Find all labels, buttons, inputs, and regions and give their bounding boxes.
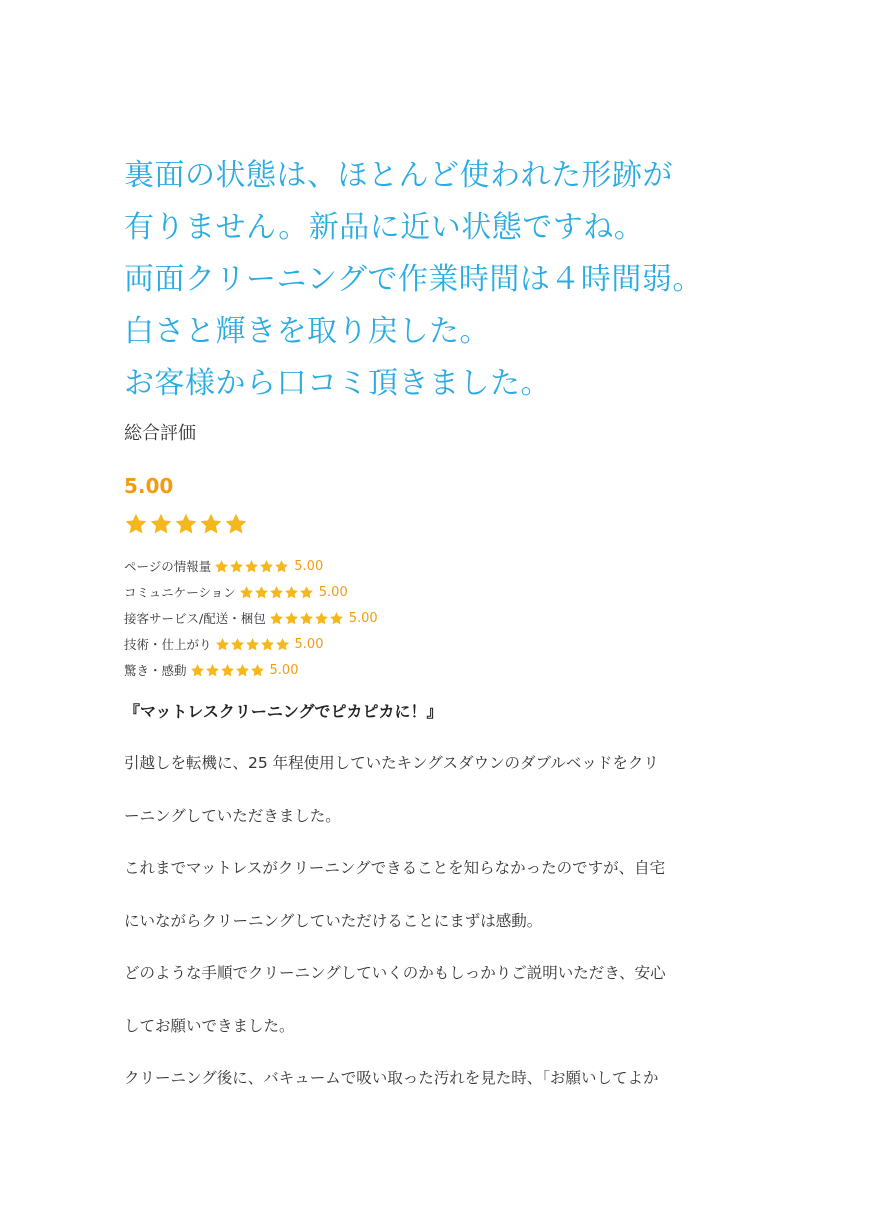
review-line: してお願いできました。 bbox=[124, 1016, 295, 1035]
rating-label: 驚き・感動 bbox=[124, 663, 187, 678]
star-icon bbox=[229, 559, 244, 574]
star-icon bbox=[314, 611, 329, 626]
star-icon bbox=[199, 512, 223, 536]
rating-label: 接客サービス/配送・梱包 bbox=[124, 611, 266, 626]
star-icon bbox=[235, 663, 250, 678]
headline-line: 両面クリーニングで作業時間は４時間弱。 bbox=[124, 262, 703, 297]
headline-line: お客様から口コミ頂きました。 bbox=[124, 366, 551, 401]
rating-label: ページの情報量 bbox=[124, 559, 212, 574]
rating-value: 5.00 bbox=[348, 610, 378, 626]
star-icon bbox=[190, 663, 205, 678]
star-icon bbox=[269, 611, 284, 626]
review-line: クリーニング後に、バキュームで吸い取った汚れを見た時、「お願いしてよか bbox=[124, 1069, 659, 1087]
overall-rating-label: 総合評価 bbox=[124, 423, 196, 444]
star-icon bbox=[205, 663, 220, 678]
rating-label: コミュニケーション bbox=[124, 585, 236, 600]
star-icon bbox=[284, 585, 299, 600]
star-icon bbox=[254, 585, 269, 600]
star-icon bbox=[275, 637, 290, 652]
rating-value: 5.00 bbox=[294, 636, 324, 652]
star-rating bbox=[269, 611, 344, 626]
star-icon bbox=[299, 585, 314, 600]
headline bbox=[124, 150, 764, 410]
star-icon bbox=[329, 611, 344, 626]
rating-value: 5.00 bbox=[318, 584, 348, 600]
rating-value: 5.00 bbox=[294, 558, 324, 574]
star-icon bbox=[260, 637, 275, 652]
star-icon bbox=[274, 559, 289, 574]
star-icon bbox=[124, 512, 148, 536]
headline-line: 裏面の状態は、ほとんど使われた形跡が bbox=[124, 158, 673, 193]
star-icon bbox=[284, 611, 299, 626]
review-body bbox=[124, 750, 764, 1118]
rating-label: 技術・仕上がり bbox=[124, 637, 212, 652]
review-line: どのような手順でクリーニングしていくのかもしっかりご説明いただき、安心 bbox=[124, 964, 666, 982]
star-icon bbox=[220, 663, 235, 678]
star-icon bbox=[215, 637, 230, 652]
review-title: 『マットレスクリーニングでピカピカに！』 bbox=[124, 702, 443, 721]
rating-value: 5.00 bbox=[269, 662, 299, 678]
rating-row bbox=[124, 553, 378, 579]
star-icon bbox=[245, 637, 260, 652]
headline-line: 有りません。新品に近い状態ですね。 bbox=[124, 210, 645, 245]
star-rating bbox=[239, 585, 314, 600]
headline-line: 白さと輝きを取り戻した。 bbox=[124, 314, 490, 349]
rating-breakdown bbox=[124, 553, 378, 683]
rating-row bbox=[124, 579, 378, 605]
review-line: 引越しを転機に、25 年程使用していたキングスダウンのダブルベッドをクリ bbox=[124, 754, 659, 772]
star-icon bbox=[230, 637, 245, 652]
rating-row bbox=[124, 605, 378, 631]
review-line: にいながらクリーニングしていただけることにまずは感動。 bbox=[124, 911, 543, 930]
star-icon bbox=[269, 585, 284, 600]
star-icon bbox=[224, 512, 248, 536]
star-icon bbox=[149, 512, 173, 536]
overall-rating-score: 5.00 bbox=[124, 474, 174, 498]
star-rating bbox=[190, 663, 265, 678]
star-icon bbox=[259, 559, 274, 574]
review-line: これまでマットレスがクリーニングできることを知らなかったのですが、自宅 bbox=[124, 859, 666, 877]
star-icon bbox=[244, 559, 259, 574]
overall-star-rating bbox=[124, 512, 248, 536]
star-icon bbox=[250, 663, 265, 678]
star-rating bbox=[215, 637, 290, 652]
star-rating bbox=[214, 559, 289, 574]
rating-row bbox=[124, 657, 378, 683]
star-icon bbox=[239, 585, 254, 600]
review-line: ーニングしていただきました。 bbox=[124, 806, 341, 825]
star-icon bbox=[299, 611, 314, 626]
star-icon bbox=[214, 559, 229, 574]
star-icon bbox=[174, 512, 198, 536]
rating-row bbox=[124, 631, 378, 657]
